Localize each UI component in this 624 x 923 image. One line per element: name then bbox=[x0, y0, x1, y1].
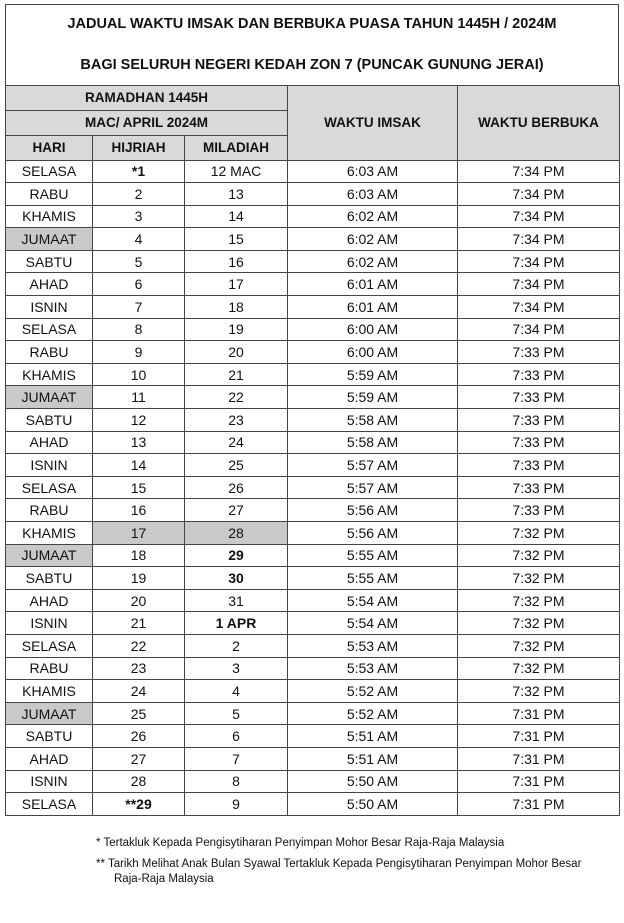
cell-hijriah: 2 bbox=[93, 183, 185, 206]
cell-berbuka: 7:33 PM bbox=[458, 409, 620, 432]
cell-hijriah: 7 bbox=[93, 296, 185, 319]
cell-hijriah: 17 bbox=[93, 522, 185, 545]
cell-hari: SELASA bbox=[6, 160, 93, 183]
cell-hari: JUMAAT bbox=[6, 702, 93, 725]
table-row bbox=[6, 793, 620, 816]
table-row bbox=[6, 160, 620, 183]
cell-berbuka: 7:32 PM bbox=[458, 680, 620, 703]
cell-hijriah: 4 bbox=[93, 228, 185, 251]
cell-imsak: 5:58 AM bbox=[288, 409, 458, 432]
header-month: MAC/ APRIL 2024M bbox=[6, 110, 288, 135]
cell-hari: SELASA bbox=[6, 318, 93, 341]
cell-hari: SELASA bbox=[6, 793, 93, 816]
cell-berbuka: 7:33 PM bbox=[458, 341, 620, 364]
cell-miladiah: 12 MAC bbox=[185, 160, 288, 183]
cell-berbuka: 7:34 PM bbox=[458, 228, 620, 251]
table-row bbox=[6, 228, 620, 251]
table-row bbox=[6, 657, 620, 680]
cell-hari: SABTU bbox=[6, 250, 93, 273]
table-row bbox=[6, 341, 620, 364]
cell-hari: ISNIN bbox=[6, 296, 93, 319]
cell-imsak: 5:58 AM bbox=[288, 431, 458, 454]
cell-miladiah: 29 bbox=[185, 544, 288, 567]
cell-miladiah: 24 bbox=[185, 431, 288, 454]
cell-berbuka: 7:34 PM bbox=[458, 296, 620, 319]
table-row bbox=[6, 747, 620, 770]
table-row bbox=[6, 183, 620, 206]
table-row bbox=[6, 567, 620, 590]
table-row bbox=[6, 612, 620, 635]
cell-imsak: 5:55 AM bbox=[288, 567, 458, 590]
cell-imsak: 5:50 AM bbox=[288, 793, 458, 816]
cell-hijriah: 26 bbox=[93, 725, 185, 748]
header-miladiah: MILADIAH bbox=[185, 135, 288, 160]
timetable-body bbox=[6, 160, 620, 815]
cell-hari: KHAMIS bbox=[6, 522, 93, 545]
cell-miladiah: 6 bbox=[185, 725, 288, 748]
table-row bbox=[6, 589, 620, 612]
cell-hari: SABTU bbox=[6, 725, 93, 748]
cell-imsak: 5:59 AM bbox=[288, 363, 458, 386]
cell-imsak: 6:03 AM bbox=[288, 160, 458, 183]
header-hari: HARI bbox=[6, 135, 93, 160]
table-row bbox=[6, 363, 620, 386]
cell-hijriah: 28 bbox=[93, 770, 185, 793]
cell-imsak: 5:52 AM bbox=[288, 702, 458, 725]
header-hijriah: HIJRIAH bbox=[93, 135, 185, 160]
cell-miladiah: 3 bbox=[185, 657, 288, 680]
header-ramadhan: RAMADHAN 1445H bbox=[6, 85, 288, 110]
cell-berbuka: 7:32 PM bbox=[458, 612, 620, 635]
cell-berbuka: 7:33 PM bbox=[458, 476, 620, 499]
cell-hari: ISNIN bbox=[6, 454, 93, 477]
cell-hari: SABTU bbox=[6, 567, 93, 590]
cell-imsak: 6:03 AM bbox=[288, 183, 458, 206]
cell-imsak: 6:02 AM bbox=[288, 250, 458, 273]
cell-hijriah: 20 bbox=[93, 589, 185, 612]
cell-hijriah: 16 bbox=[93, 499, 185, 522]
table-row bbox=[6, 431, 620, 454]
cell-miladiah: 31 bbox=[185, 589, 288, 612]
table-row bbox=[6, 318, 620, 341]
cell-berbuka: 7:34 PM bbox=[458, 160, 620, 183]
table-row bbox=[6, 544, 620, 567]
cell-miladiah: 1 APR bbox=[185, 612, 288, 635]
cell-berbuka: 7:31 PM bbox=[458, 770, 620, 793]
cell-hijriah: 8 bbox=[93, 318, 185, 341]
cell-hari: JUMAAT bbox=[6, 228, 93, 251]
cell-hijriah: 5 bbox=[93, 250, 185, 273]
title-box bbox=[5, 4, 619, 85]
cell-berbuka: 7:34 PM bbox=[458, 183, 620, 206]
cell-hari: SELASA bbox=[6, 634, 93, 657]
cell-miladiah: 27 bbox=[185, 499, 288, 522]
cell-hijriah: 10 bbox=[93, 363, 185, 386]
table-row bbox=[6, 634, 620, 657]
table-row bbox=[6, 296, 620, 319]
cell-imsak: 5:57 AM bbox=[288, 476, 458, 499]
cell-hari: KHAMIS bbox=[6, 205, 93, 228]
table-row bbox=[6, 476, 620, 499]
cell-miladiah: 4 bbox=[185, 680, 288, 703]
footnote-2-continued: Raja-Raja Malaysia bbox=[114, 873, 214, 885]
cell-hijriah: 18 bbox=[93, 544, 185, 567]
cell-imsak: 6:01 AM bbox=[288, 296, 458, 319]
cell-miladiah: 25 bbox=[185, 454, 288, 477]
cell-imsak: 5:56 AM bbox=[288, 522, 458, 545]
cell-hijriah: 15 bbox=[93, 476, 185, 499]
table-row bbox=[6, 250, 620, 273]
cell-imsak: 5:55 AM bbox=[288, 544, 458, 567]
cell-miladiah: 17 bbox=[185, 273, 288, 296]
cell-hari: KHAMIS bbox=[6, 680, 93, 703]
table-row bbox=[6, 273, 620, 296]
cell-berbuka: 7:32 PM bbox=[458, 657, 620, 680]
cell-hijriah: 13 bbox=[93, 431, 185, 454]
cell-berbuka: 7:32 PM bbox=[458, 544, 620, 567]
cell-berbuka: 7:31 PM bbox=[458, 702, 620, 725]
cell-miladiah: 5 bbox=[185, 702, 288, 725]
cell-miladiah: 23 bbox=[185, 409, 288, 432]
cell-hijriah: 25 bbox=[93, 702, 185, 725]
cell-hari: RABU bbox=[6, 341, 93, 364]
cell-imsak: 5:51 AM bbox=[288, 747, 458, 770]
cell-hari: AHAD bbox=[6, 589, 93, 612]
cell-miladiah: 26 bbox=[185, 476, 288, 499]
cell-miladiah: 19 bbox=[185, 318, 288, 341]
cell-hijriah: 24 bbox=[93, 680, 185, 703]
cell-imsak: 6:02 AM bbox=[288, 205, 458, 228]
cell-hijriah: 14 bbox=[93, 454, 185, 477]
table-row bbox=[6, 454, 620, 477]
cell-hari: AHAD bbox=[6, 273, 93, 296]
cell-imsak: 5:52 AM bbox=[288, 680, 458, 703]
cell-berbuka: 7:34 PM bbox=[458, 205, 620, 228]
cell-imsak: 6:00 AM bbox=[288, 318, 458, 341]
cell-miladiah: 30 bbox=[185, 567, 288, 590]
table-row bbox=[6, 205, 620, 228]
cell-imsak: 5:53 AM bbox=[288, 634, 458, 657]
cell-berbuka: 7:32 PM bbox=[458, 567, 620, 590]
cell-hari: JUMAAT bbox=[6, 386, 93, 409]
title-line-2: BAGI SELURUH NEGERI KEDAH ZON 7 (PUNCAK GUNUNG JERAI) bbox=[80, 56, 544, 73]
cell-imsak: 5:56 AM bbox=[288, 499, 458, 522]
cell-imsak: 5:57 AM bbox=[288, 454, 458, 477]
timetable bbox=[5, 85, 620, 816]
cell-imsak: 5:54 AM bbox=[288, 612, 458, 635]
cell-miladiah: 2 bbox=[185, 634, 288, 657]
table-row bbox=[6, 499, 620, 522]
cell-hari: RABU bbox=[6, 183, 93, 206]
cell-imsak: 6:01 AM bbox=[288, 273, 458, 296]
cell-miladiah: 14 bbox=[185, 205, 288, 228]
cell-hijriah: 11 bbox=[93, 386, 185, 409]
cell-berbuka: 7:33 PM bbox=[458, 454, 620, 477]
timetable-sheet bbox=[5, 4, 619, 816]
cell-berbuka: 7:33 PM bbox=[458, 499, 620, 522]
header-berbuka: WAKTU BERBUKA bbox=[458, 85, 620, 160]
cell-berbuka: 7:34 PM bbox=[458, 250, 620, 273]
table-row bbox=[6, 409, 620, 432]
cell-berbuka: 7:34 PM bbox=[458, 318, 620, 341]
title-line-1: JADUAL WAKTU IMSAK DAN BERBUKA PUASA TAHUN 1445H / 2024M bbox=[67, 16, 557, 32]
cell-hijriah: **29 bbox=[93, 793, 185, 816]
cell-miladiah: 8 bbox=[185, 770, 288, 793]
footnote-2: ** Tarikh Melihat Anak Bulan Syawal Tertakluk Kepada Pengisytiharan Penyimpan Mohor Besar bbox=[96, 858, 582, 870]
cell-hijriah: 22 bbox=[93, 634, 185, 657]
cell-miladiah: 9 bbox=[185, 793, 288, 816]
cell-hijriah: *1 bbox=[93, 160, 185, 183]
cell-berbuka: 7:33 PM bbox=[458, 363, 620, 386]
cell-imsak: 5:51 AM bbox=[288, 725, 458, 748]
cell-berbuka: 7:31 PM bbox=[458, 725, 620, 748]
cell-imsak: 5:53 AM bbox=[288, 657, 458, 680]
cell-hijriah: 9 bbox=[93, 341, 185, 364]
cell-hari: KHAMIS bbox=[6, 363, 93, 386]
cell-hari: SABTU bbox=[6, 409, 93, 432]
cell-berbuka: 7:31 PM bbox=[458, 793, 620, 816]
cell-imsak: 5:54 AM bbox=[288, 589, 458, 612]
cell-hari: AHAD bbox=[6, 747, 93, 770]
cell-imsak: 5:59 AM bbox=[288, 386, 458, 409]
cell-miladiah: 7 bbox=[185, 747, 288, 770]
cell-berbuka: 7:32 PM bbox=[458, 522, 620, 545]
footnotes bbox=[96, 836, 616, 887]
table-row bbox=[6, 522, 620, 545]
table-row bbox=[6, 680, 620, 703]
cell-berbuka: 7:33 PM bbox=[458, 386, 620, 409]
cell-hijriah: 19 bbox=[93, 567, 185, 590]
cell-hari: ISNIN bbox=[6, 612, 93, 635]
cell-miladiah: 21 bbox=[185, 363, 288, 386]
cell-hari: JUMAAT bbox=[6, 544, 93, 567]
cell-hijriah: 21 bbox=[93, 612, 185, 635]
cell-hijriah: 12 bbox=[93, 409, 185, 432]
cell-hijriah: 6 bbox=[93, 273, 185, 296]
footnote-1: * Tertakluk Kepada Pengisytiharan Penyimpan Mohor Besar Raja-Raja Malaysia bbox=[96, 837, 505, 849]
cell-hari: RABU bbox=[6, 499, 93, 522]
cell-berbuka: 7:33 PM bbox=[458, 431, 620, 454]
cell-berbuka: 7:32 PM bbox=[458, 634, 620, 657]
cell-imsak: 6:02 AM bbox=[288, 228, 458, 251]
cell-miladiah: 18 bbox=[185, 296, 288, 319]
cell-hari: RABU bbox=[6, 657, 93, 680]
header-imsak: WAKTU IMSAK bbox=[288, 85, 458, 160]
cell-hari: AHAD bbox=[6, 431, 93, 454]
cell-miladiah: 22 bbox=[185, 386, 288, 409]
cell-miladiah: 13 bbox=[185, 183, 288, 206]
cell-miladiah: 15 bbox=[185, 228, 288, 251]
cell-miladiah: 20 bbox=[185, 341, 288, 364]
table-row bbox=[6, 386, 620, 409]
table-row bbox=[6, 770, 620, 793]
cell-hijriah: 27 bbox=[93, 747, 185, 770]
cell-miladiah: 28 bbox=[185, 522, 288, 545]
cell-berbuka: 7:34 PM bbox=[458, 273, 620, 296]
cell-hijriah: 3 bbox=[93, 205, 185, 228]
table-row bbox=[6, 725, 620, 748]
cell-imsak: 6:00 AM bbox=[288, 341, 458, 364]
table-row bbox=[6, 702, 620, 725]
cell-hari: SELASA bbox=[6, 476, 93, 499]
cell-imsak: 5:50 AM bbox=[288, 770, 458, 793]
cell-miladiah: 16 bbox=[185, 250, 288, 273]
cell-hijriah: 23 bbox=[93, 657, 185, 680]
cell-berbuka: 7:32 PM bbox=[458, 589, 620, 612]
cell-berbuka: 7:31 PM bbox=[458, 747, 620, 770]
cell-hari: ISNIN bbox=[6, 770, 93, 793]
